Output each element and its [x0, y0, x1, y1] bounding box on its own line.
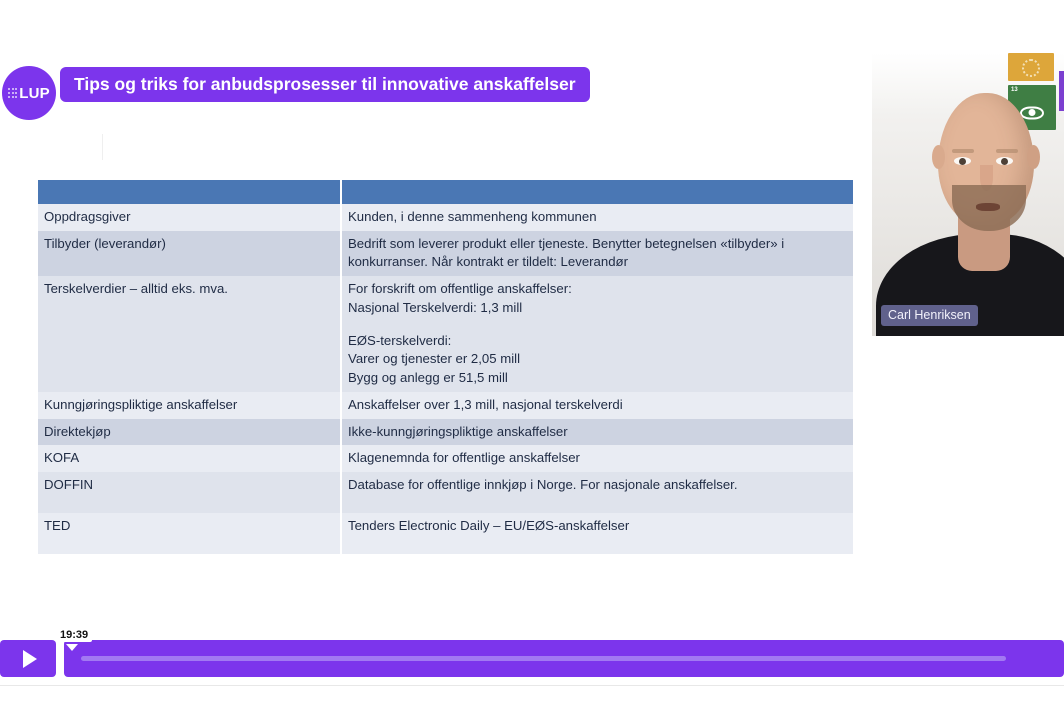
person-eye-right [996, 157, 1013, 165]
table-header-row [38, 180, 853, 204]
dot-grid-icon [8, 88, 17, 97]
definition-line: Anskaffelser over 1,3 mill, nasjonal terskelverdi [348, 396, 623, 412]
progress-track[interactable] [81, 656, 1006, 661]
definition-line: Varer og tjenester er 2,05 mill [348, 351, 521, 367]
table-cell-definition [341, 204, 853, 231]
sdg-eye-icon [1020, 106, 1044, 119]
table-cell-definition [341, 276, 853, 392]
table-row [38, 276, 853, 392]
table-row [38, 472, 853, 513]
table-cell-term: KOFA [38, 445, 341, 472]
header-cell-term [38, 180, 341, 204]
table-row [38, 419, 853, 446]
lup-logo [2, 66, 56, 120]
cursor-artifact [102, 134, 103, 160]
definition-line: Klagenemnda for offentlige anskaffelser [348, 450, 580, 466]
play-button[interactable] [0, 640, 56, 677]
wall-purple-edge [1059, 71, 1064, 111]
bottom-divider [0, 685, 1064, 686]
table-cell-definition [341, 419, 853, 446]
table-row [38, 445, 853, 472]
table-cell-definition [341, 231, 853, 276]
header-cell-definition [341, 180, 853, 204]
table-cell-term: TED [38, 513, 341, 554]
definition-line: EØS-terskelverdi: [348, 332, 452, 348]
person-eye-left [954, 157, 971, 165]
person-ear-left [932, 145, 945, 169]
table-cell-definition [341, 513, 853, 554]
definition-line: Nasjonal Terskelverdi: 1,3 mill [348, 299, 523, 315]
definition-line: For forskrift om offentlige anskaffelser: [348, 281, 572, 297]
table-cell-term: Tilbyder (leverandør) [38, 231, 341, 276]
person-brow-left [952, 149, 974, 153]
person-ear-right [1027, 145, 1040, 169]
slide-title-bar [60, 67, 590, 102]
definition-line: konkurranser. Når kontrakt er tildelt: Leverandør [348, 254, 628, 270]
table-cell-definition [341, 472, 853, 513]
person-mouth [976, 203, 1000, 211]
progress-bar[interactable] [64, 640, 1064, 677]
table-cell-definition [341, 445, 853, 472]
sdg-poster-number: 13 [1011, 87, 1018, 93]
sdg-poster-upper [1008, 53, 1054, 81]
definition-line: Bedrift som leverer produkt eller tjeneste. Benytter betegnelsen «tilbyder» i [348, 235, 785, 251]
definition-line: Ikke-kunngjøringspliktige anskaffelser [348, 423, 568, 439]
definition-line: Kunden, i denne sammenheng kommunen [348, 209, 597, 224]
table-cell-term: Terskelverdier – alltid eks. mva. [38, 276, 341, 392]
table-cell-term: DOFFIN [38, 472, 341, 513]
play-icon [23, 650, 37, 668]
table-cell-definition [341, 392, 853, 419]
definition-line: Database for offentlige innkjøp i Norge. For nasjonale anskaffelser. [348, 477, 738, 493]
player-controls [0, 629, 1064, 677]
webcam-pane[interactable] [872, 53, 1064, 336]
table-row [38, 513, 853, 554]
table-row [38, 231, 853, 276]
table-cell-term: Direktekjøp [38, 419, 341, 446]
glossary-table [38, 180, 853, 554]
definition-line: Tenders Electronic Daily – EU/EØS-anskaffelser [348, 517, 630, 533]
person-brow-right [996, 149, 1018, 153]
current-time-tooltip: 19:39 [56, 628, 92, 642]
table-row [38, 392, 853, 419]
definition-line [348, 318, 846, 332]
table-cell-term: Kunngjøringspliktige anskaffelser [38, 392, 341, 419]
slide-title: Tips og triks for anbudsprosesser til innovative anskaffelser [74, 74, 576, 94]
table-row [38, 204, 853, 231]
definition-line: Bygg og anlegg er 51,5 mill [348, 370, 508, 386]
logo-text: LUP [19, 84, 50, 102]
table-cell-term: Oppdragsgiver [38, 204, 341, 231]
speaker-name-badge: Carl Henriksen [881, 305, 978, 326]
